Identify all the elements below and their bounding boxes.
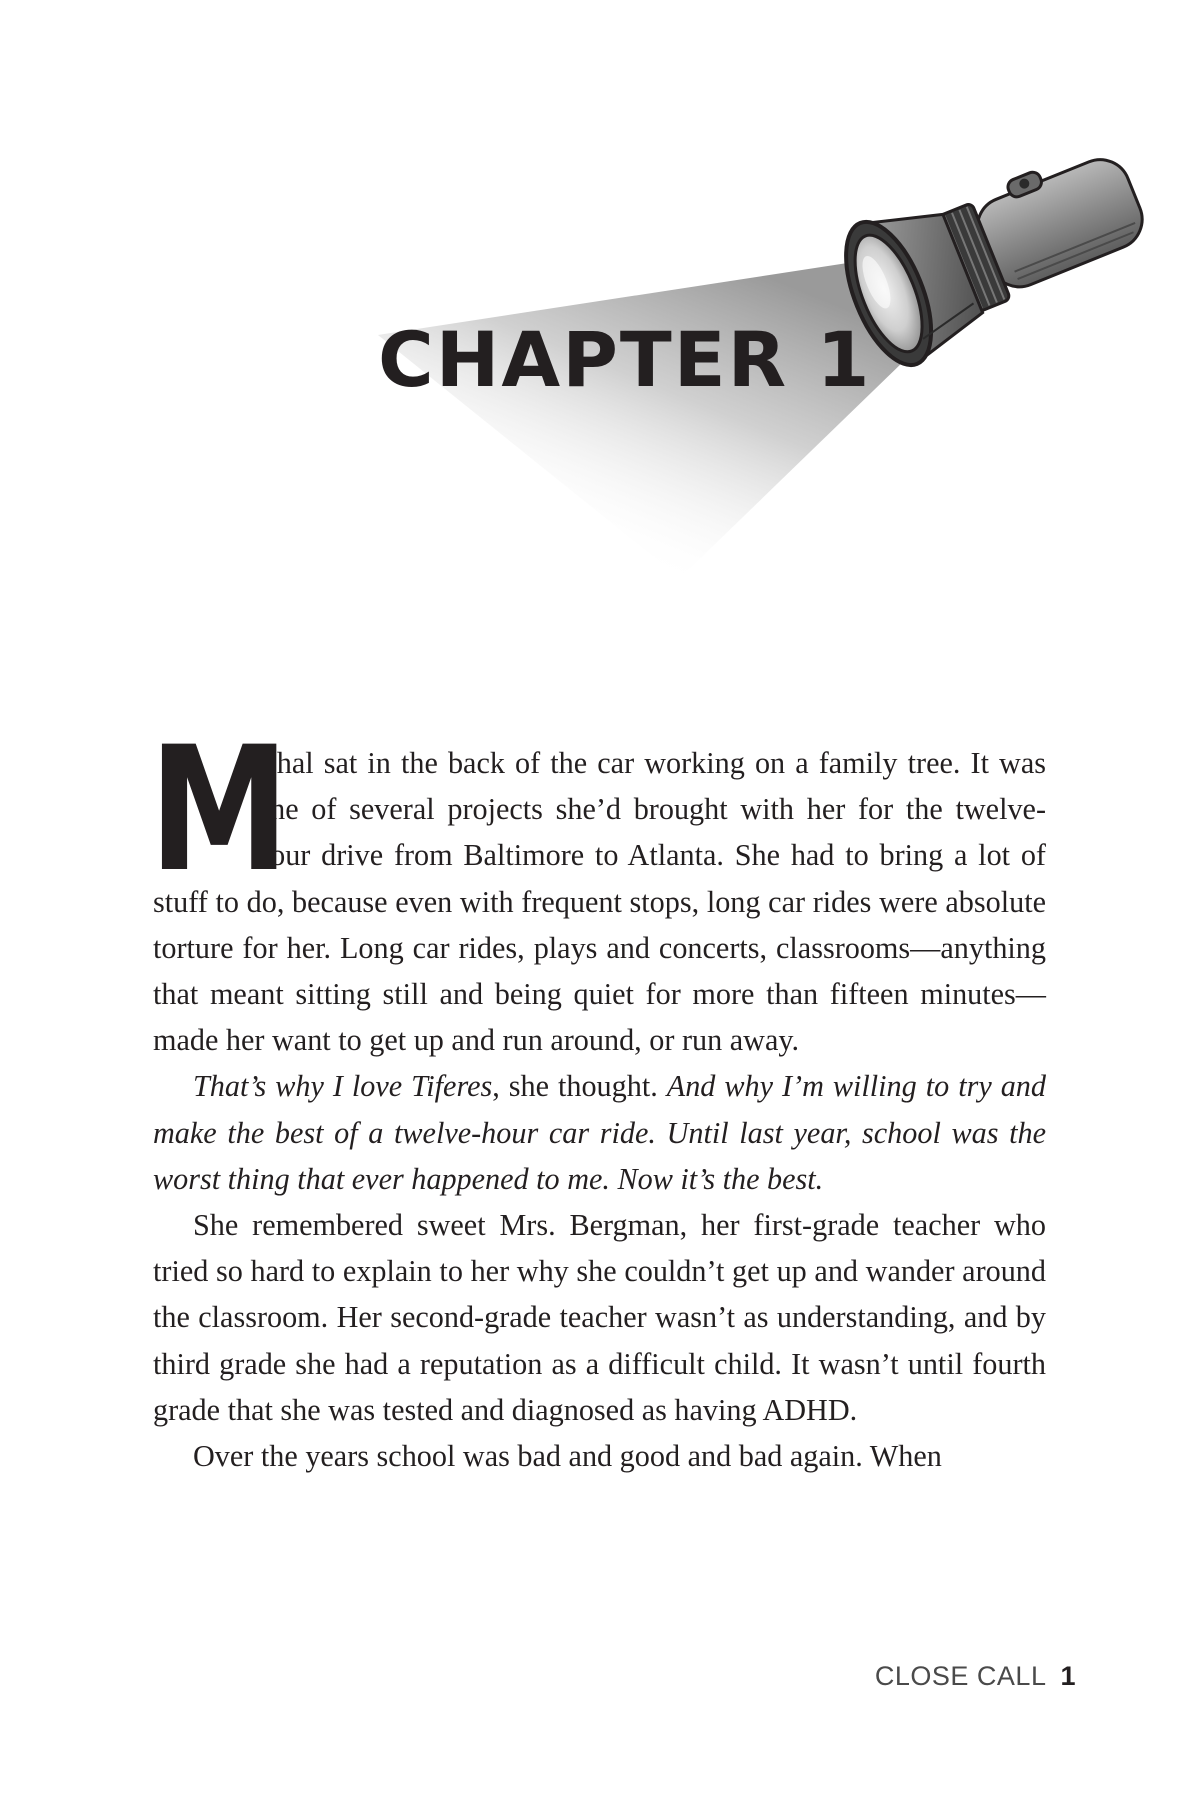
chapter-body	[149, 709, 1046, 1479]
paragraph-2	[153, 1063, 1046, 1202]
page-footer	[875, 1661, 1076, 1692]
paragraph-2-italic-a: That’s why I love Tiferes	[193, 1069, 493, 1104]
paragraph-2-plain: , she thought.	[492, 1069, 667, 1104]
paragraph-1-text: ichal sat in the back of the car working on a family tree. It was one of several projects she’d brought with her for the twelve-hour drive from Baltimore to Atlanta. She had to bring a lot of stuff to do, because even with frequent stops, long car rides were absolute torture for her. Long car rides, plays and concerts, classrooms—anything that meant sitting still and being quiet for more than fifteen minutes—made her want to get up and run around, or run away.	[153, 746, 1046, 1058]
drop-cap: M	[149, 709, 290, 910]
paragraph-1	[149, 709, 1046, 1063]
page-number: 1	[1060, 1661, 1076, 1691]
light-beam	[378, 258, 905, 578]
chapter-header-illustration	[0, 0, 1200, 620]
paragraph-2-italic-b: And why I’m willing to try and make the best of a twelve-hour car ride. Until last year, school was the worst thing that ever happened to me. Now it’s the best.	[153, 1069, 1046, 1196]
paragraph-3: She remembered sweet Mrs. Bergman, her first-grade teacher who tried so hard to explain to her why she couldn’t get up and wander around the classroom. Her second-grade teacher wasn’t as understanding, and by third grade she had a reputation as a difficult child. It wasn’t until fourth grade that she was tested and diagnosed as having ADHD.	[153, 1208, 1046, 1427]
chapter-title: CHAPTER 1	[378, 315, 872, 404]
paragraph-4: Over the years school was bad and good and bad again. When	[193, 1439, 942, 1474]
flashlight-icon	[829, 124, 1163, 377]
running-title: CLOSE CALL	[874, 1661, 1047, 1691]
